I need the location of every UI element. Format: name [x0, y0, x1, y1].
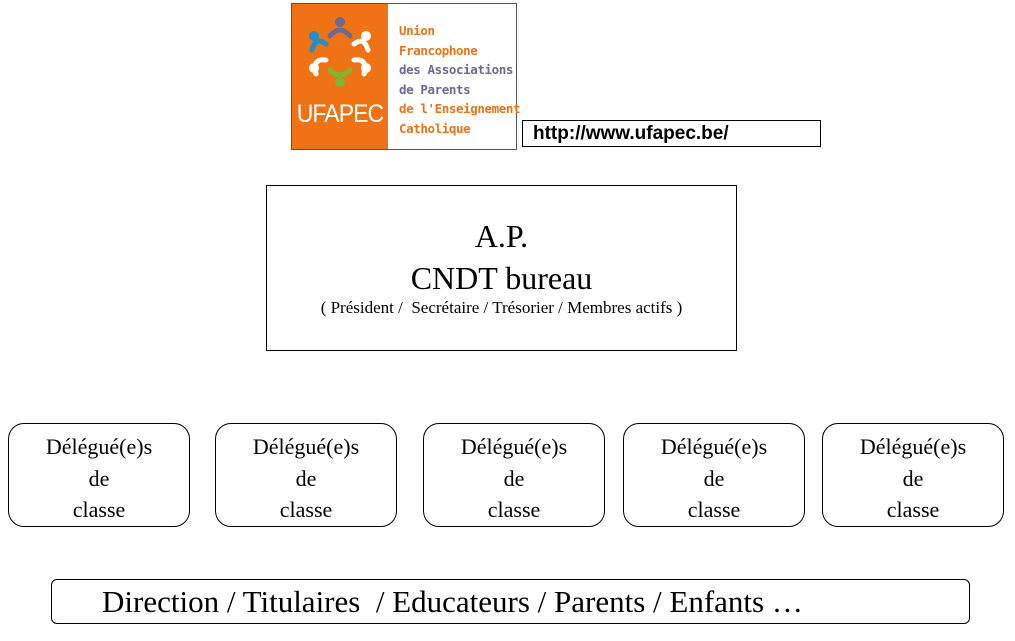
delegate-box [8, 423, 190, 527]
delegate-line: Délégué(e)s [859, 434, 967, 459]
logo-line: Francophone [399, 42, 478, 58]
logo-abbreviation: UFAPEC [296, 100, 384, 128]
ap-bureau-box [266, 185, 737, 351]
ap-roles: ( Président / Secrétaire / Trésorier / Membres actifs ) [320, 298, 683, 317]
delegate-line: classe [886, 497, 940, 522]
ap-title: A.P. [474, 218, 529, 254]
delegate-box [423, 423, 605, 527]
delegate-line: de [295, 465, 317, 491]
logo-line: de l'Enseignement [399, 101, 521, 116]
delegate-box [215, 423, 397, 527]
logo-line: Catholique [399, 120, 471, 136]
delegate-box [623, 423, 805, 527]
delegate-box [822, 423, 1004, 527]
delegate-line: de [902, 465, 924, 491]
ap-subtitle: CNDT bureau [410, 260, 593, 296]
delegate-line: classe [279, 497, 333, 522]
delegate-line: classe [72, 497, 126, 522]
delegate-line: classe [487, 497, 541, 522]
people-circle-icon [302, 14, 378, 90]
delegate-line: Délégué(e)s [45, 434, 153, 459]
logo-text [399, 21, 520, 138]
school-community-bar: Direction / Titulaires / Educateurs / Parents / Enfants … [51, 579, 970, 624]
ufapec-logo [291, 3, 521, 150]
delegate-line: classe [687, 497, 741, 522]
delegate-line: de [703, 465, 725, 491]
logo-line: Union [399, 23, 435, 38]
delegate-line: de [88, 465, 110, 491]
delegate-line: Délégué(e)s [460, 434, 568, 459]
delegate-line: Délégué(e)s [660, 434, 768, 459]
logo-orange-panel [292, 4, 388, 149]
delegate-line: de [503, 465, 525, 491]
delegate-line: Délégué(e)s [252, 434, 360, 459]
logo-line: de Parents [399, 81, 471, 97]
website-url[interactable]: http://www.ufapec.be/ [522, 120, 821, 147]
logo-line: des Associations [399, 62, 514, 77]
